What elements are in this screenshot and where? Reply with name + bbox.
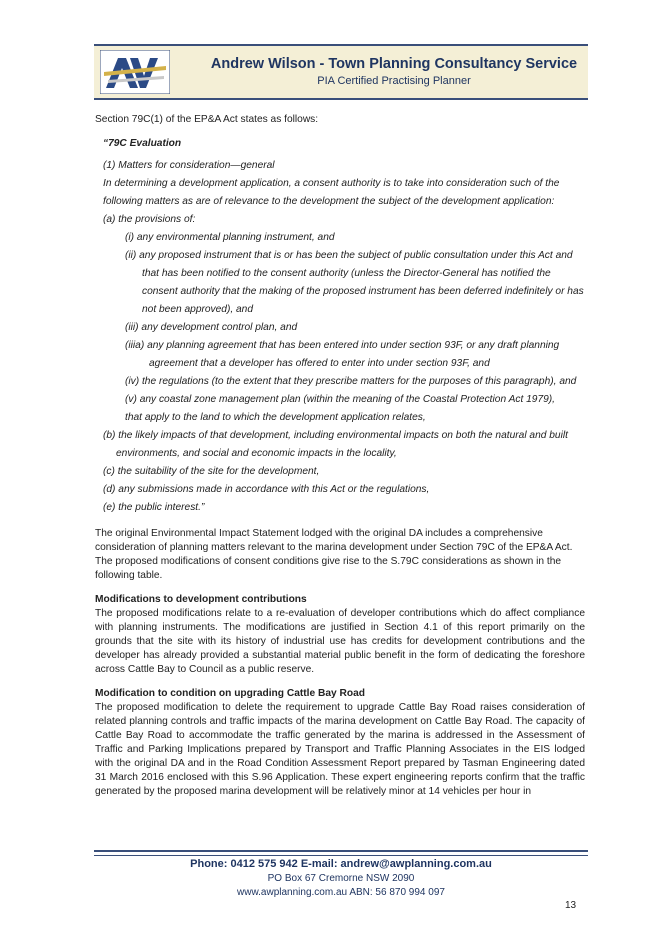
footer-address: PO Box 67 Cremorne NSW 2090: [267, 873, 415, 884]
header-title: Andrew Wilson - Town Planning Consultancy Service: [210, 56, 578, 72]
quote-item-e: (e) the public interest.”: [103, 502, 205, 513]
footer-divider: [94, 850, 588, 856]
quote-item-b: (b) the likely impacts of that development, including environmental impacts on both the natural and built environments, and social and economic impacts in the locality,: [103, 430, 568, 459]
page-body: [95, 113, 585, 799]
footer-contact: Phone: 0412 575 942 E-mail: andrew@awplanning.com.au: [190, 858, 492, 870]
page-header: [94, 44, 588, 100]
section-heading-contributions: Modifications to development contributions: [95, 594, 307, 605]
quote-item-a-continuation: that apply to the land to which the development application relates,: [125, 412, 426, 423]
page-number: 13: [565, 900, 577, 911]
footer-web: www.awplanning.com.au ABN: 56 870 994 097: [237, 887, 445, 898]
section-body-contributions: The proposed modifications relate to a re-evaluation of developer contributions which do affect compliance with planning instruments. The modifications are justified in Section 4.1 of this report primarily on the grounds that the site with its history of industrial use has credits for development contributions and the developer has already provided a substantial material public benefit in the form of dedicating the foreshore across Cattle Bay to Council as a public reserve.: [95, 608, 585, 675]
quote-item-a: (a) the provisions of:: [103, 214, 196, 225]
quote-heading: “79C Evaluation: [103, 138, 182, 149]
quote-item-d: (d) any submissions made in accordance with this Act or the regulations,: [103, 484, 430, 495]
legislation-quote: [95, 137, 585, 517]
quote-subitem-i: (i) any environmental planning instrument, and: [125, 232, 335, 243]
quote-subitem-iv: (iv) the regulations (to the extent that they prescribe matters for the purposes of this paragraph), and: [125, 376, 577, 387]
quote-item-c: (c) the suitability of the site for the development,: [103, 466, 320, 477]
section-body-road: The proposed modification to delete the requirement to upgrade Cattle Bay Road raises consideration of related planning controls and traffic impacts of the marina development on Cattle Bay Road. The capacity of Cattle Bay Road to accommodate the traffic generated by the marina is addressed in the Assessment of Traffic and Parking Implications prepared by Transport and Traffic Planning Associates in the EIS lodged with the original DA and in the Road Condition Assessment Report prepared by Tasman Engineering dated 31 March 2016 enclosed with this S.96 Application. These expert engineering reports confirm that the traffic generated by the proposed marina development will be relatively minor at 14 vehicles per hour in: [95, 702, 585, 797]
paragraph-eis: The original Environmental Impact Statement lodged with the original DA includes a comprehensive consideration of planning matters relevant to the marina development under Section 79C of the EP&A Act. The proposed modifications of consent conditions give rise to the S.79C considerations as shown in the following table.: [95, 528, 573, 581]
quote-subitem-iii: (iii) any development control plan, and: [125, 322, 298, 333]
quote-subitem-v: (v) any coastal zone management plan (within the meaning of the Coastal Protection Act 1979),: [125, 394, 555, 405]
quote-subitem-iiia: (iiia) any planning agreement that has been entered into under section 93F, or any draft planning agreement that a developer has offered to enter into under section 93F, and: [125, 340, 560, 369]
header-subtitle: PIA Certified Practising Planner: [317, 75, 471, 87]
section-heading-road: Modification to condition on upgrading Cattle Bay Road: [95, 688, 365, 699]
quote-line-1: (1) Matters for consideration—general: [103, 160, 275, 171]
quote-subitem-ii: (ii) any proposed instrument that is or has been the subject of public consultation under this Act and that has been notified to the consent authority (unless the Director-General has notified the consent authority that the making of the proposed instrument has been deferred indefinitely or has not been approved), and: [125, 250, 584, 315]
company-logo: [100, 50, 170, 94]
quote-line-2: In determining a development application, a consent authority is to take into consideration such of the following matters as are of relevance to the development the subject of the development application:: [103, 178, 560, 207]
intro-text: Section 79C(1) of the EP&A Act states as follows:: [95, 114, 319, 125]
